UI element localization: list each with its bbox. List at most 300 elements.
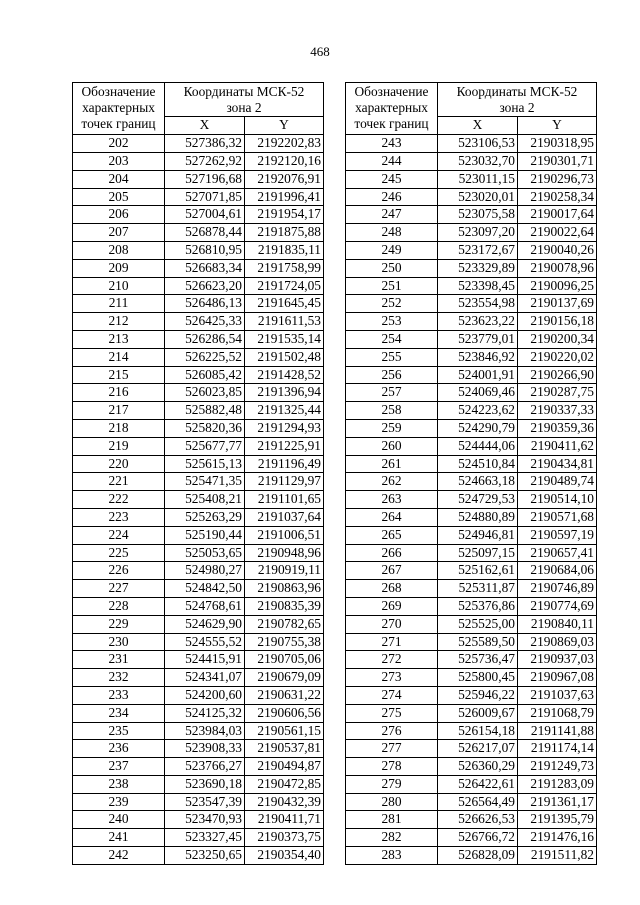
designation-header-line1: Обозначение [354,84,429,99]
y-coordinate-cell: 2190354,40 [245,847,324,865]
x-coordinate-cell: 524200,60 [165,686,245,704]
table-row [73,686,324,704]
x-coordinate-cell: 525736,47 [438,651,518,669]
x-coordinate-cell: 527071,85 [165,188,245,206]
y-coordinate-cell: 2190835,39 [245,597,324,615]
y-coordinate-cell: 2190432,39 [245,793,324,811]
coordinates-table-left [72,82,324,865]
y-coordinate-cell: 2190022,64 [518,224,597,242]
y-coordinate-cell: 2191283,09 [518,775,597,793]
x-coordinate-cell: 525525,00 [438,615,518,633]
x-coordinate-cell: 524842,50 [165,580,245,598]
table-row [73,295,324,313]
coordinates-header-line2: зона 2 [499,100,535,116]
table-row [73,277,324,295]
table-row [346,633,597,651]
x-coordinate-cell: 525615,13 [165,455,245,473]
table-row [73,562,324,580]
point-number-cell: 275 [346,704,438,722]
y-coordinate-cell: 2190489,74 [518,473,597,491]
table-row [346,847,597,865]
table-row [73,224,324,242]
y-coordinate-cell: 2191325,44 [245,402,324,420]
point-number-cell: 248 [346,224,438,242]
table-row [346,259,597,277]
x-coordinate-cell: 525376,86 [438,597,518,615]
table-row [346,170,597,188]
x-coordinate-cell: 526154,18 [438,722,518,740]
y-coordinate-cell: 2190318,95 [518,135,597,153]
y-coordinate-cell: 2191395,79 [518,811,597,829]
x-coordinate-cell: 523097,20 [438,224,518,242]
point-number-cell: 233 [73,686,165,704]
point-number-cell: 279 [346,775,438,793]
x-coordinate-cell: 523779,01 [438,330,518,348]
point-number-cell: 281 [346,811,438,829]
table-row [346,295,597,313]
x-coordinate-cell: 525190,44 [165,526,245,544]
x-coordinate-cell: 526023,85 [165,384,245,402]
y-coordinate-cell: 2191006,51 [245,526,324,544]
x-coordinate-cell: 527262,92 [165,153,245,171]
x-coordinate-cell: 525162,61 [438,562,518,580]
x-coordinate-cell: 524001,91 [438,366,518,384]
x-coordinate-cell: 523554,98 [438,295,518,313]
point-number-cell: 250 [346,259,438,277]
x-coordinate-cell: 523846,92 [438,348,518,366]
coordinates-header [165,83,324,117]
y-coordinate-cell: 2190301,71 [518,153,597,171]
table-row [73,597,324,615]
y-coordinate-cell: 2190040,26 [518,241,597,259]
point-number-cell: 212 [73,313,165,331]
table-row [346,704,597,722]
table-row [73,793,324,811]
point-number-cell: 204 [73,170,165,188]
table-row [346,473,597,491]
point-number-cell: 254 [346,330,438,348]
table-row [346,651,597,669]
x-coordinate-cell: 524729,53 [438,491,518,509]
point-number-cell: 253 [346,313,438,331]
x-coordinate-cell: 524555,52 [165,633,245,651]
y-coordinate-cell: 2191511,82 [518,847,597,865]
table-row [73,384,324,402]
point-number-cell: 261 [346,455,438,473]
x-coordinate-cell: 526360,29 [438,758,518,776]
point-number-cell: 243 [346,135,438,153]
table-row [346,206,597,224]
x-coordinate-cell: 527004,61 [165,206,245,224]
x-coordinate-cell: 523172,67 [438,241,518,259]
x-coordinate-cell: 526766,72 [438,829,518,847]
table-row [346,313,597,331]
x-coordinate-cell: 525820,36 [165,419,245,437]
table-row [73,188,324,206]
y-coordinate-cell: 2190774,69 [518,597,597,615]
y-coordinate-cell: 2190296,73 [518,170,597,188]
y-coordinate-cell: 2190597,19 [518,526,597,544]
y-coordinate-cell: 2191037,63 [518,686,597,704]
x-coordinate-cell: 524444,06 [438,437,518,455]
y-coordinate-cell: 2191225,91 [245,437,324,455]
x-coordinate-cell: 525097,15 [438,544,518,562]
point-number-cell: 264 [346,508,438,526]
table-body-right [346,135,597,865]
table-row [73,366,324,384]
y-coordinate-cell: 2191611,53 [245,313,324,331]
point-number-cell: 278 [346,758,438,776]
coordinates-header-line2: зона 2 [226,100,262,116]
y-coordinate-cell: 2191037,64 [245,508,324,526]
y-coordinate-cell: 2191249,73 [518,758,597,776]
x-coordinate-cell: 524980,27 [165,562,245,580]
point-number-cell: 262 [346,473,438,491]
point-number-cell: 205 [73,188,165,206]
table-row [73,473,324,491]
x-coordinate-cell: 526828,09 [438,847,518,865]
point-number-cell: 252 [346,295,438,313]
point-number-cell: 269 [346,597,438,615]
x-coordinate-cell: 524290,79 [438,419,518,437]
y-coordinate-cell: 2190967,08 [518,669,597,687]
x-coordinate-cell: 526683,34 [165,259,245,277]
table-row [346,153,597,171]
table-row [73,419,324,437]
y-coordinate-cell: 2191724,05 [245,277,324,295]
x-coordinate-cell: 524946,81 [438,526,518,544]
point-number-cell: 238 [73,775,165,793]
point-number-cell: 280 [346,793,438,811]
table-row [73,259,324,277]
designation-header [346,83,438,135]
x-coordinate-cell: 526286,54 [165,330,245,348]
point-number-cell: 242 [73,847,165,865]
x-coordinate-cell: 526009,67 [438,704,518,722]
y-coordinate-cell: 2190514,10 [518,491,597,509]
point-number-cell: 207 [73,224,165,242]
x-coordinate-cell: 526422,61 [438,775,518,793]
point-number-cell: 246 [346,188,438,206]
y-coordinate-cell: 2192120,16 [245,153,324,171]
x-coordinate-cell: 523547,39 [165,793,245,811]
coordinates-header-line1: Координаты МСК-52 [183,84,305,99]
x-coordinate-cell: 523032,70 [438,153,518,171]
point-number-cell: 249 [346,241,438,259]
table-row [346,491,597,509]
point-number-cell: 235 [73,722,165,740]
table-row [73,526,324,544]
point-number-cell: 202 [73,135,165,153]
table-row [346,722,597,740]
x-coordinate-cell: 525589,50 [438,633,518,651]
table-row [346,135,597,153]
y-coordinate-cell: 2191502,48 [245,348,324,366]
y-coordinate-cell: 2190863,96 [245,580,324,598]
point-number-cell: 217 [73,402,165,420]
point-number-cell: 214 [73,348,165,366]
y-coordinate-cell: 2191396,94 [245,384,324,402]
y-coordinate-cell: 2191428,52 [245,366,324,384]
point-number-cell: 260 [346,437,438,455]
x-coordinate-cell: 525946,22 [438,686,518,704]
table-row [73,829,324,847]
table-row [73,206,324,224]
point-number-cell: 266 [346,544,438,562]
x-coordinate-cell: 526225,52 [165,348,245,366]
x-coordinate-cell: 526425,33 [165,313,245,331]
point-number-cell: 221 [73,473,165,491]
y-coordinate-cell: 2191996,41 [245,188,324,206]
y-coordinate-cell: 2190220,02 [518,348,597,366]
y-coordinate-cell: 2190472,85 [245,775,324,793]
x-coordinate-cell: 526564,49 [438,793,518,811]
table-row [73,740,324,758]
point-number-cell: 208 [73,241,165,259]
y-coordinate-cell: 2190373,75 [245,829,324,847]
point-number-cell: 237 [73,758,165,776]
x-coordinate-cell: 526623,20 [165,277,245,295]
x-column-header: X [438,117,518,135]
x-coordinate-cell: 524069,46 [438,384,518,402]
table-row [73,508,324,526]
table-row [73,135,324,153]
x-coordinate-cell: 526626,53 [438,811,518,829]
table-row [346,811,597,829]
point-number-cell: 222 [73,491,165,509]
y-coordinate-cell: 2190631,22 [245,686,324,704]
y-coordinate-cell: 2191645,45 [245,295,324,313]
point-number-cell: 258 [346,402,438,420]
table-row [73,722,324,740]
point-number-cell: 277 [346,740,438,758]
y-coordinate-cell: 2190657,41 [518,544,597,562]
y-coordinate-cell: 2192076,91 [245,170,324,188]
x-coordinate-cell: 526217,07 [438,740,518,758]
y-coordinate-cell: 2190359,36 [518,419,597,437]
y-coordinate-cell: 2190434,81 [518,455,597,473]
y-coordinate-cell: 2190287,75 [518,384,597,402]
point-number-cell: 211 [73,295,165,313]
y-coordinate-cell: 2190782,65 [245,615,324,633]
y-coordinate-cell: 2192202,83 [245,135,324,153]
point-number-cell: 271 [346,633,438,651]
table-row [73,153,324,171]
point-number-cell: 270 [346,615,438,633]
y-coordinate-cell: 2190919,11 [245,562,324,580]
point-number-cell: 239 [73,793,165,811]
table-row [73,491,324,509]
table-row [346,580,597,598]
point-number-cell: 203 [73,153,165,171]
coordinates-table-right [345,82,597,865]
point-number-cell: 240 [73,811,165,829]
point-number-cell: 273 [346,669,438,687]
designation-header [73,83,165,135]
table-row [73,651,324,669]
table-row [346,544,597,562]
x-coordinate-cell: 525882,48 [165,402,245,420]
y-coordinate-cell: 2191129,97 [245,473,324,491]
point-number-cell: 247 [346,206,438,224]
y-coordinate-cell: 2190266,90 [518,366,597,384]
x-coordinate-cell: 523075,58 [438,206,518,224]
table-row [346,419,597,437]
designation-header-line3: точек границ [354,116,429,132]
table-row [73,170,324,188]
x-coordinate-cell: 525800,45 [438,669,518,687]
x-coordinate-cell: 523766,27 [165,758,245,776]
y-coordinate-cell: 2190411,71 [245,811,324,829]
table-row [346,455,597,473]
y-coordinate-cell: 2190156,18 [518,313,597,331]
y-coordinate-cell: 2190200,34 [518,330,597,348]
point-number-cell: 268 [346,580,438,598]
table-row [73,330,324,348]
y-coordinate-cell: 2191141,88 [518,722,597,740]
y-coordinate-cell: 2190606,56 [245,704,324,722]
y-coordinate-cell: 2190017,64 [518,206,597,224]
x-coordinate-cell: 523020,01 [438,188,518,206]
y-coordinate-cell: 2190937,03 [518,651,597,669]
x-coordinate-cell: 524629,90 [165,615,245,633]
x-coordinate-cell: 523106,53 [438,135,518,153]
point-number-cell: 228 [73,597,165,615]
table-row [346,829,597,847]
x-coordinate-cell: 525471,35 [165,473,245,491]
y-coordinate-cell: 2190137,69 [518,295,597,313]
y-coordinate-cell: 2191758,99 [245,259,324,277]
y-coordinate-cell: 2191294,93 [245,419,324,437]
point-number-cell: 272 [346,651,438,669]
x-coordinate-cell: 523329,89 [438,259,518,277]
point-number-cell: 226 [73,562,165,580]
table-row [346,669,597,687]
x-coordinate-cell: 523011,15 [438,170,518,188]
point-number-cell: 259 [346,419,438,437]
point-number-cell: 234 [73,704,165,722]
y-coordinate-cell: 2191476,16 [518,829,597,847]
y-coordinate-cell: 2190948,96 [245,544,324,562]
y-coordinate-cell: 2191535,14 [245,330,324,348]
y-column-header: Y [518,117,597,135]
table-row [73,633,324,651]
table-row [346,366,597,384]
point-number-cell: 209 [73,259,165,277]
y-coordinate-cell: 2190869,03 [518,633,597,651]
x-coordinate-cell: 523327,45 [165,829,245,847]
x-coordinate-cell: 526878,44 [165,224,245,242]
table-row [346,277,597,295]
y-coordinate-cell: 2190337,33 [518,402,597,420]
point-number-cell: 229 [73,615,165,633]
table-row [73,669,324,687]
table-row [346,508,597,526]
designation-header-line3: точек границ [81,116,156,132]
table-row [346,615,597,633]
y-coordinate-cell: 2190571,68 [518,508,597,526]
y-coordinate-cell: 2191174,14 [518,740,597,758]
table-row [346,740,597,758]
x-coordinate-cell: 524510,84 [438,455,518,473]
table-row [346,526,597,544]
y-column-header: Y [245,117,324,135]
x-coordinate-cell: 525263,29 [165,508,245,526]
x-coordinate-cell: 524341,07 [165,669,245,687]
x-coordinate-cell: 526085,42 [165,366,245,384]
y-coordinate-cell: 2191101,65 [245,491,324,509]
x-coordinate-cell: 524125,32 [165,704,245,722]
table-row [346,562,597,580]
table-body-left [73,135,324,865]
point-number-cell: 276 [346,722,438,740]
table-row [73,241,324,259]
point-number-cell: 213 [73,330,165,348]
point-number-cell: 220 [73,455,165,473]
y-coordinate-cell: 2191361,17 [518,793,597,811]
x-coordinate-cell: 525408,21 [165,491,245,509]
table-row [346,224,597,242]
point-number-cell: 236 [73,740,165,758]
table-row [73,775,324,793]
point-number-cell: 216 [73,384,165,402]
point-number-cell: 257 [346,384,438,402]
x-coordinate-cell: 524880,89 [438,508,518,526]
y-coordinate-cell: 2190755,38 [245,633,324,651]
point-number-cell: 215 [73,366,165,384]
designation-header-line1: Обозначение [81,84,156,99]
table-row [73,811,324,829]
point-number-cell: 274 [346,686,438,704]
table-row [346,384,597,402]
y-coordinate-cell: 2190078,96 [518,259,597,277]
x-coordinate-cell: 527196,68 [165,170,245,188]
point-number-cell: 256 [346,366,438,384]
table-row [73,348,324,366]
point-number-cell: 244 [346,153,438,171]
x-coordinate-cell: 525311,87 [438,580,518,598]
y-coordinate-cell: 2190840,11 [518,615,597,633]
y-coordinate-cell: 2190258,34 [518,188,597,206]
y-coordinate-cell: 2191875,88 [245,224,324,242]
point-number-cell: 231 [73,651,165,669]
x-coordinate-cell: 525053,65 [165,544,245,562]
x-column-header: X [165,117,245,135]
table-row [346,241,597,259]
y-coordinate-cell: 2191954,17 [245,206,324,224]
point-number-cell: 225 [73,544,165,562]
x-coordinate-cell: 523250,65 [165,847,245,865]
point-number-cell: 263 [346,491,438,509]
table-row [346,775,597,793]
table-row [73,437,324,455]
table-row [346,348,597,366]
x-coordinate-cell: 524663,18 [438,473,518,491]
table-row [73,615,324,633]
x-coordinate-cell: 526810,95 [165,241,245,259]
x-coordinate-cell: 525677,77 [165,437,245,455]
y-coordinate-cell: 2191196,49 [245,455,324,473]
y-coordinate-cell: 2191835,11 [245,241,324,259]
table-row [346,793,597,811]
table-row [346,686,597,704]
point-number-cell: 206 [73,206,165,224]
x-coordinate-cell: 523398,45 [438,277,518,295]
x-coordinate-cell: 523690,18 [165,775,245,793]
table-row [73,758,324,776]
table-row [73,847,324,865]
table-row [346,597,597,615]
